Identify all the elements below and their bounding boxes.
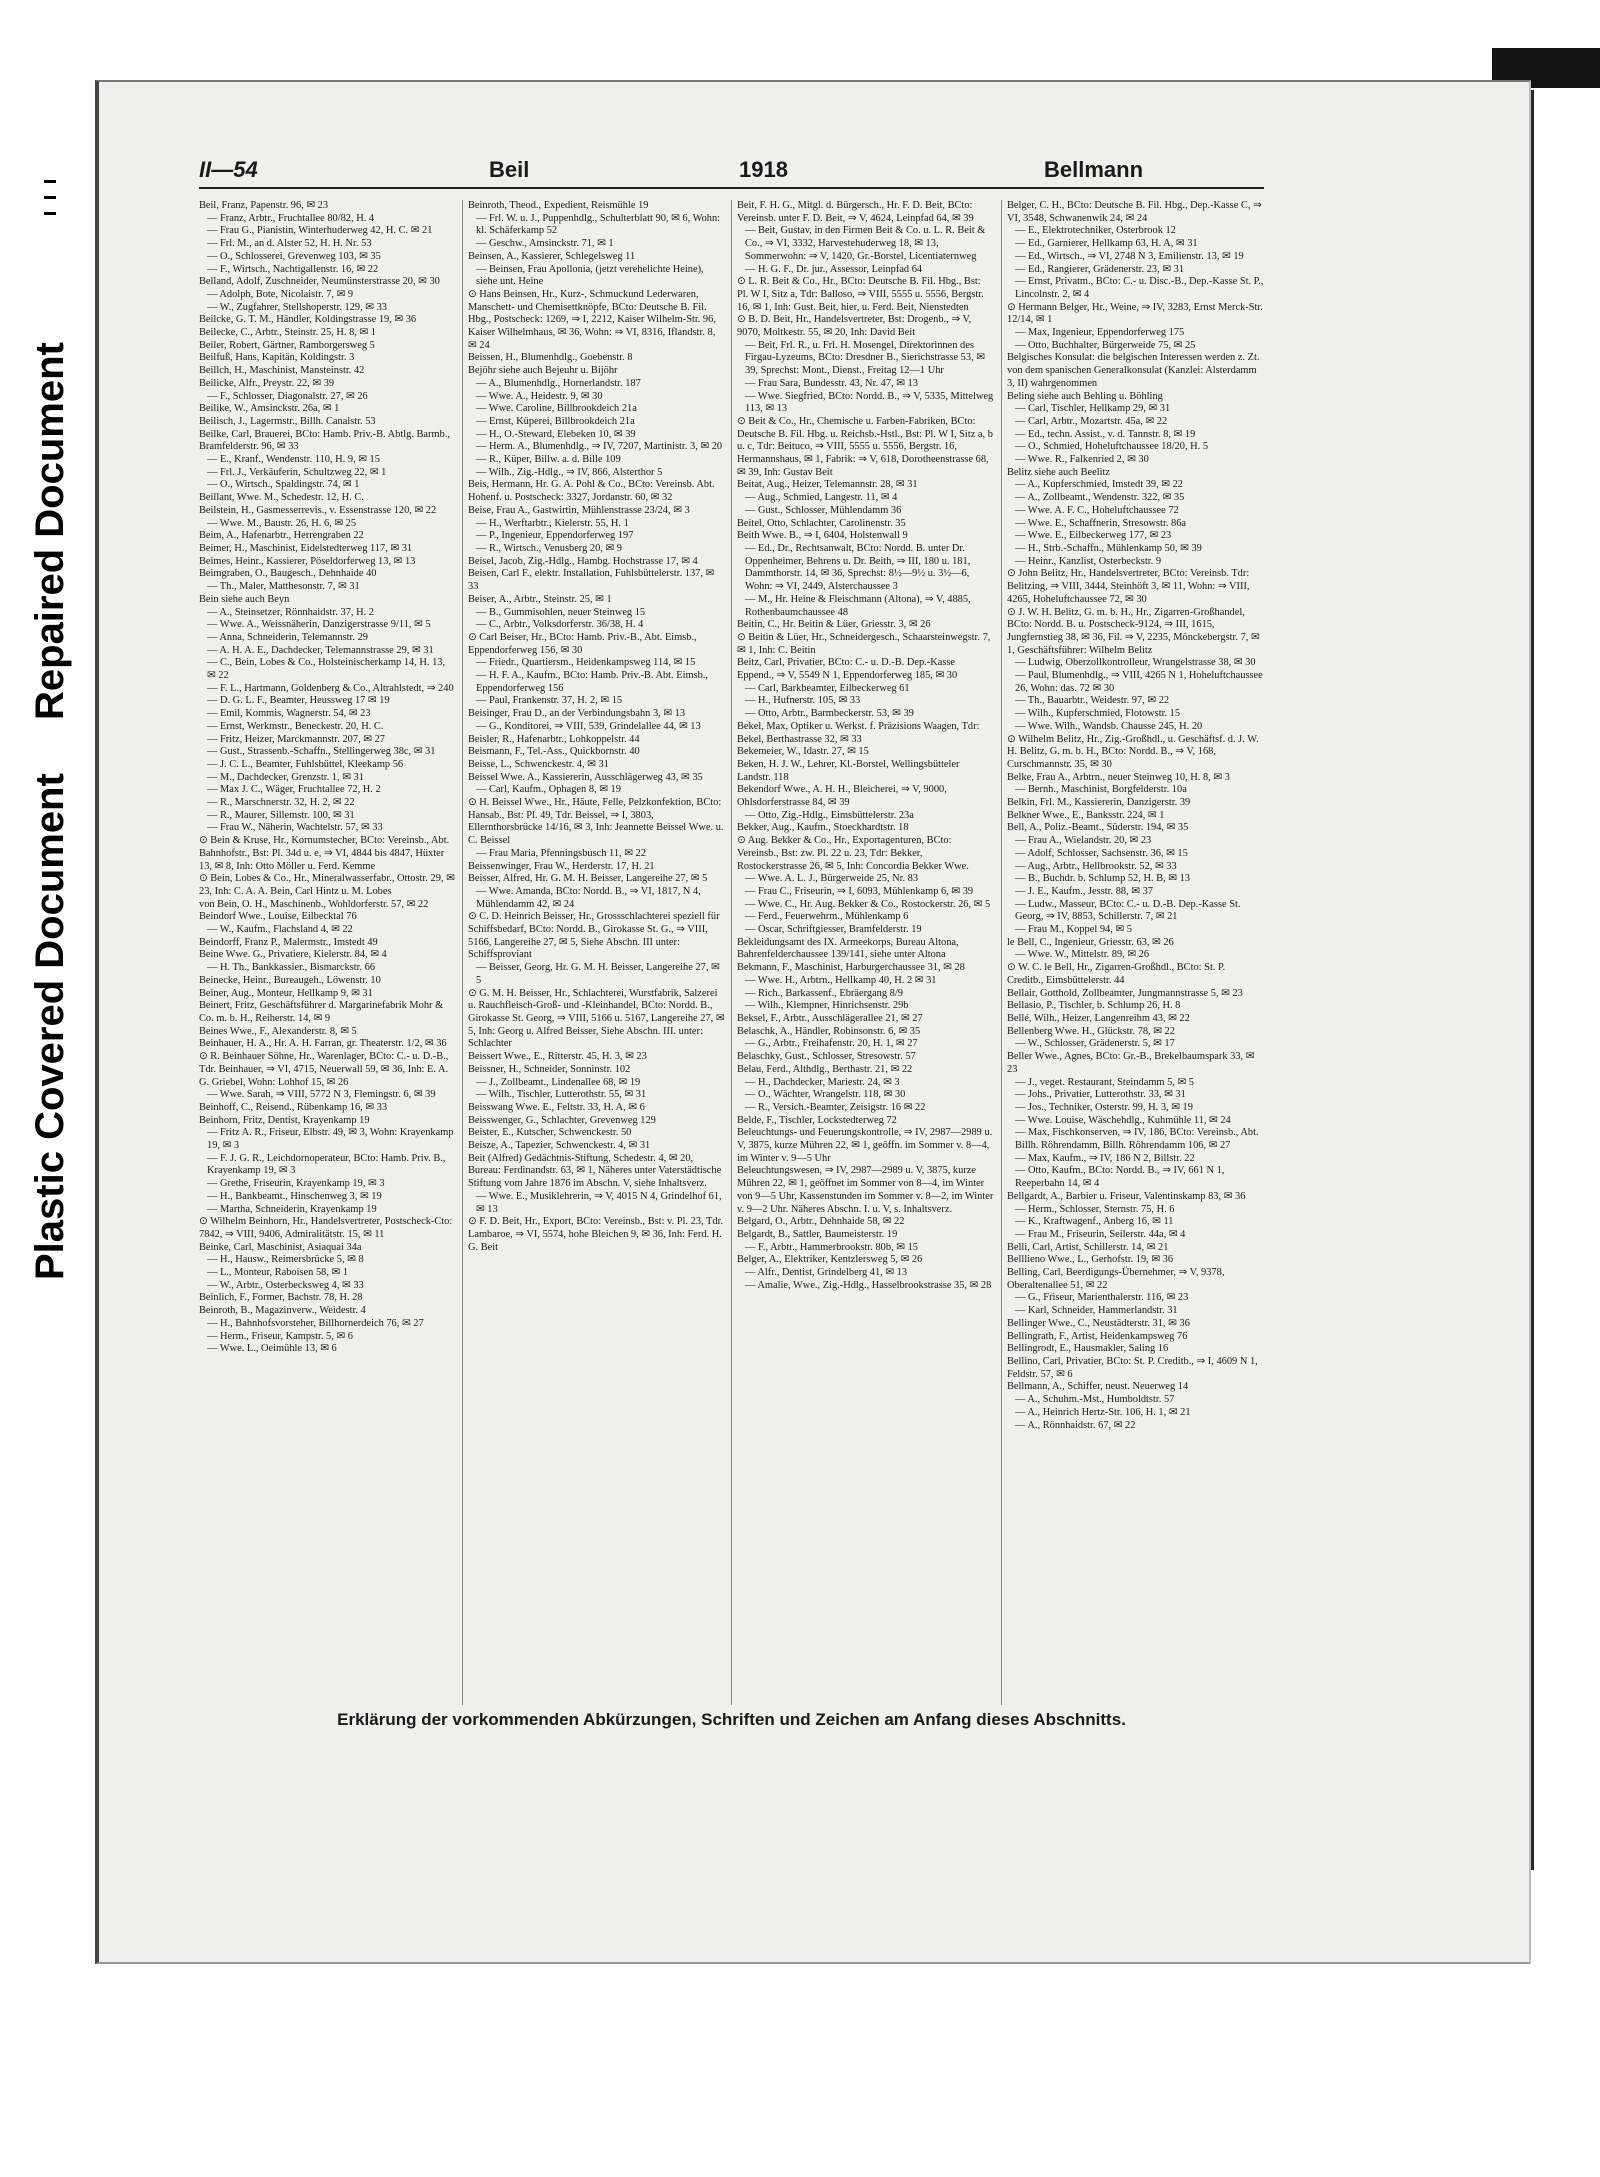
directory-entry: — Frau Sara, Bundesstr. 43, Nr. 47, ✉ 13 (745, 377, 918, 389)
column-rule (731, 200, 732, 1705)
directory-entry: — R., Maurer, Sillemstr. 100, ✉ 31 (207, 809, 355, 821)
directory-entry: Beim, A., Hafenarbtr., Herrengraben 22 (199, 530, 364, 542)
directory-entry: — Adolf, Schlosser, Sachsenstr. 36, ✉ 15 (1015, 847, 1188, 859)
directory-entry: — Herm., Schlosser, Sternstr. 75, H. 6 (1015, 1203, 1175, 1215)
directory-entry: — A., Steinsetzer, Rönnhaidstr. 37, H. 2 (207, 606, 374, 618)
directory-entry: — E., Elektrotechniker, Osterbrook 12 (1015, 225, 1176, 237)
directory-entry: — Grethe, Friseurin, Krayenkamp 19, ✉ 3 (207, 1178, 385, 1190)
directory-entry: ⊙ W. C. le Bell, Hr., Zigarren-Großhdl., BCto: St. P. Creditb., Eimsbüttelerstr. 44 (1007, 962, 1226, 986)
directory-entry: Beinhauer, H. A., Hr. A. H. Farran, gr. Theaterstr. 1/2, ✉ 36 (199, 1038, 447, 1050)
directory-entry: Beisinger, Frau D., an der Verbindungsbahn 3, ✉ 13 (468, 708, 686, 720)
directory-entry: Beisser, Alfred, Hr. G. M. H. Beisser, Langereihe 27, ✉ 5 (468, 873, 708, 885)
directory-entry: — H., Dachdecker, Mariestr. 24, ✉ 3 (745, 1076, 900, 1088)
directory-entry: Bellingrodt, E., Hausmakler, Saling 16 (1007, 1343, 1169, 1355)
directory-entry: — Herm. A., Blumenhdlg., ⇒ IV, 7207, Martinistr. 3, ✉ 20 (476, 441, 723, 453)
directory-entry: — B., Gummisohlen, neuer Steinweg 15 (476, 606, 646, 618)
directory-entry: Beleuchtungs- und Feuerungskontrolle, ⇒ IV, 2987—2989 u. V, 3875, kurze Mühren 22, ✉ 1, geöffn. im Sommer v. 8—4, im Winter v. 9—5 Uhr (737, 1127, 993, 1164)
directory-entry: — Th., Bauarbtr., Weidestr. 97, ✉ 22 (1015, 695, 1170, 707)
directory-entry: — J. E., Kaufm., Jesstr. 88, ✉ 37 (1015, 885, 1154, 897)
directory-entry: — Otto, Buchhalter, Bürgerweide 75, ✉ 25 (1015, 339, 1196, 351)
directory-entry: Beimer, H., Maschinist, Eidelstedterweg 117, ✉ 31 (199, 542, 413, 554)
directory-entry: — Otto, Kaufm., BCto: Nordd. B., ⇒ IV, 661 N 1, Reeperbahn 14, ✉ 4 (1015, 1165, 1225, 1190)
directory-entry: Belland, Adolf, Zuschneider, Neumünsterstrasse 20, ✉ 30 (199, 276, 440, 288)
directory-entry: — H., Hufnerstr. 105, ✉ 33 (745, 695, 861, 707)
directory-entry: Bellé, Wilh., Heizer, Langenreihm 43, ✉ 22 (1007, 1013, 1190, 1024)
directory-entry: Beissen, H., Blumenhdlg., Goebenstr. 8 (468, 352, 633, 364)
directory-entry: — Wwe. M., Baustr. 26, H. 6, ✉ 25 (207, 517, 357, 529)
directory-entry: — W., Schlosser, Grädenerstr. 5, ✉ 17 (1015, 1038, 1175, 1050)
directory-entry: Belgard, O., Arbtr., Dehnhaide 58, ✉ 22 (737, 1216, 905, 1228)
directory-entry: Beiner, Aug., Monteur, Hellkamp 9, ✉ 31 (199, 987, 373, 999)
header-name-end: Bellmann (1044, 157, 1144, 182)
directory-entry: — Th., Maler, Matthesonstr. 7, ✉ 31 (207, 581, 360, 593)
directory-entry: — Martha, Schneiderin, Krayenkamp 19 (207, 1203, 377, 1215)
directory-entry: — O., Schlosserei, Grevenweg 103, ✉ 35 (207, 250, 381, 262)
directory-entry: — Paul, Frankenstr. 37, H. 2, ✉ 15 (476, 695, 623, 707)
directory-entry: — Carl, Arbtr., Mozartstr. 45a, ✉ 22 (1015, 415, 1168, 427)
directory-entry: — A., Rönnhaidstr. 67, ✉ 22 (1015, 1419, 1136, 1431)
page-number: II—54 (199, 157, 258, 182)
directory-entry: Beillch, H., Maschinist, Mansteinstr. 42 (199, 365, 365, 377)
directory-entry: — Ernst, Werkmstr., Beneckestr. 20, H. C. (207, 720, 384, 732)
directory-entry: — A. H. A. E., Dachdecker, Telemannstrasse 29, ✉ 31 (207, 644, 434, 656)
directory-entry: — Frau Maria, Pfenningsbusch 11, ✉ 22 (476, 847, 646, 859)
directory-entry: — W., Kaufm., Flachsland 4, ✉ 22 (207, 924, 353, 936)
directory-entry: Belgisches Konsulat: die belgischen Interessen werden z. Zt. von dem spanischen Generalkonsulat (Kanzlei: Alsterdamm 3, II) wahrgenommen (1007, 352, 1260, 389)
directory-entry: Beken, H. J. W., Lehrer, Kl.-Borstel, Wellingsbütteler Landstr. 118 (737, 758, 960, 783)
directory-entry: Beilicke, Alfr., Preystr. 22, ✉ 39 (199, 377, 335, 389)
directory-entry: Belitz siehe auch Beelitz (1007, 466, 1110, 478)
directory-entry: Belger, A., Elektriker, Kentzlersweg 5, ✉ 26 (737, 1254, 923, 1266)
directory-entry: — Karl, Schneider, Hammerlandstr. 31 (1015, 1305, 1178, 1317)
directory-entry: Bellinger Wwe., C., Neustädterstr. 31, ✉ 36 (1007, 1317, 1190, 1329)
directory-entry: — Fritz A. R., Friseur, Elbstr. 49, ✉ 3, Wohn: Krayenkamp 19, ✉ 3 (207, 1127, 454, 1152)
directory-entry: — Frau C., Friseurin, ⇒ I, 6093, Mühlenkamp 6, ✉ 39 (745, 885, 974, 897)
directory-entry: Beine Wwe. G., Privatiere, Kielerstr. 84, ✉ 4 (199, 949, 387, 961)
directory-entry: — H., Strb.-Schaffn., Mühlenkamp 50, ✉ 39 (1015, 542, 1202, 554)
directory-entry: — H. G. F., Dr. jur., Assessor, Leinpfad 64 (745, 263, 923, 275)
directory-entry: — Johs., Privatier, Lutterothstr. 33, ✉ 31 (1015, 1089, 1186, 1101)
directory-entry: — L., Monteur, Raboisen 58, ✉ 1 (207, 1267, 349, 1279)
directory-entry: — C., Bein, Lobes & Co., Holsteinischerkamp 14, H. 13, ✉ 22 (207, 657, 446, 682)
directory-entry: Bellingrath, F., Artist, Heidenkampsweg 76 (1007, 1330, 1188, 1342)
directory-entry: Beleuchtungswesen, ⇒ IV, 2987—2989 u. V, 3875, kurze Mühren 22, ✉ 1, geöffnet im Sommer von 8—4, im Winter von 9—5 Uhr, Kassenstunden im Sommer v. 8—2, im Winter v. 9—2 Uhr. Näheres Abschn. I. u. V, s. Inhaltsverz. (737, 1165, 994, 1215)
directory-entry: — Wilh., Zig.-Hdlg., ⇒ IV, 866, Alsterthor 5 (476, 466, 663, 478)
directory-entry: — F., Wirtsch., Nachtigallenstr. 16, ✉ 22 (207, 263, 379, 275)
directory-entry: — C., Arbtr., Volksdorferstr. 36/38, H. 4 (476, 619, 644, 631)
directory-entry: Beinhoff, C., Reisend., Rübenkamp 16, ✉ 33 (199, 1101, 388, 1113)
directory-entry: ⊙ Bein, Lobes & Co., Hr., Mineralwasserfabr., Ottostr. 29, ✉ 23, Inh: C. A. A. Bein, Carl Hintz u. M. Lobes (199, 873, 455, 897)
directory-entry: — Wwe. W., Mittelstr. 89, ✉ 26 (1015, 949, 1150, 961)
directory-entry: — Oscar, Schriftgiesser, Bramfelderstr. 19 (745, 924, 922, 936)
directory-entry: Beissenwinger, Frau W., Herderstr. 17, H. 21 (468, 860, 655, 872)
directory-entry: Beinroth, B., Magazinverw., Weidestr. 4 (199, 1305, 366, 1317)
directory-entry: — Frau G., Pianistin, Winterhuderweg 42, H. C. ✉ 21 (207, 225, 433, 237)
directory-entry: ⊙ R. Beinhauer Söhne, Hr., Warenlager, BCto: C.- u. D.-B., Tdr. Beinhauer, ⇒ VI, 4715, Neuerwall 59, ✉ 36, Inh: E. A. G. Griebel, Wohn: Lohhof 15, ✉ 26 (199, 1051, 449, 1088)
directory-entry: — Wwe. Caroline, Billbrookdeich 21a (476, 403, 637, 415)
directory-entry: — Wwe. E., Musiklehrerin, ⇒ V, 4015 N 4, Grindelhof 61, ✉ 13 (476, 1190, 722, 1215)
directory-entry: ⊙ G. M. H. Beisser, Hr., Schlachterei, Wurstfabrik, Salzerei u. Rauchfleisch-Groß- und -Kleinhandel, BCto: Nordd. B., Girokasse St. Georg, ⇒ VIII, 5166 u. 5167, Langereihe 27, ✉ 5, Inh: Georg u. Alfred Beisser, Siehe Abschn. III. unter: Schlachter (468, 987, 725, 1050)
directory-entry: — Frau M., Koppel 94, ✉ 5 (1015, 924, 1132, 936)
directory-entry: — Wwe. E., Eilbeckerweg 177, ✉ 23 (1015, 530, 1172, 542)
directory-entry: Beise, Frau A., Gastwirtin, Mühlenstrasse 23/24, ✉ 3 (468, 504, 690, 516)
directory-entry: — Ed., Garnierer, Hellkamp 63, H. A, ✉ 31 (1015, 238, 1198, 250)
directory-entry: — Wwe. L., Oeimühle 13, ✉ 6 (207, 1343, 337, 1355)
directory-entry: — Aug., Schmied, Langestr. 11, ✉ 4 (745, 492, 898, 504)
directory-entry: — Wwe. Louise, Wäschehdlg., Kuhmühle 11, ✉ 24 (1015, 1114, 1231, 1126)
directory-entry: ⊙ Bein & Kruse, Hr., Kornumstecher, BCto: Vereinsb., Abt. Bahnhofstr., Bst: Pl. 34d u. e, ⇒ VI, 4844 bis 4847, Hüxter 13, ✉ 8, Inh: Otto Möller u. Ferd. Kemme (199, 835, 450, 872)
directory-entry: Bellenberg Wwe. H., Glückstr. 78, ✉ 22 (1007, 1025, 1175, 1037)
directory-entry: — Max, Ingenieur, Eppendorferweg 175 (1015, 327, 1185, 339)
column-3 (737, 200, 994, 1705)
directory-entry: — D. G. L. F., Beamter, Heussweg 17 ✉ 19 (207, 695, 390, 707)
directory-entry: Belllieno Wwe., L., Gerhofstr. 19, ✉ 36 (1007, 1254, 1174, 1266)
directory-entry: — B., Buchdr. b. Schlump 52, H. B, ✉ 13 (1015, 873, 1190, 885)
directory-entry: Beindorf Wwe., Louise, Eilbecktal 76 (199, 911, 357, 923)
directory-entry: — Aug., Arbtr., Hellbrookstr. 52, ✉ 33 (1015, 860, 1177, 872)
directory-entry: ⊙ C. D. Heinrich Beisser, Hr., Grossschlachterei speziell für Schiffsbedarf, BCto: Nordd. B., Girokasse St. G., ⇒ VIII, 5166, Langereihe 27, ✉ 5, Siehe Abschn. III unter: Schiffsproviant (468, 911, 720, 961)
directory-entry: — Wwe. Siegfried, BCto: Nordd. B., ⇒ V, 5335, Mittelweg 113, ✉ 13 (745, 390, 994, 415)
directory-entry: Beilike, W., Amsinckstr. 26a, ✉ 1 (199, 403, 340, 415)
directory-entry: — F., Schlosser, Diagonalstr. 27, ✉ 26 (207, 390, 368, 402)
directory-entry: — J., Zollbeamt., Lindenallee 68, ✉ 19 (476, 1076, 641, 1088)
directory-entry: Beister, E., Kutscher, Schwenckestr. 50 (468, 1127, 632, 1139)
directory-entry: — Frl. M., an d. Alster 52, H. H. Nr. 53 (207, 238, 372, 250)
directory-entry: Belkner Wwe., E., Banksstr. 224, ✉ 1 (1007, 809, 1165, 821)
directory-entry: Bekendorf Wwe., A. H. H., Bleicherei, ⇒ V, 9000, Ohlsdorferstrasse 84, ✉ 39 (737, 784, 947, 809)
directory-entry: Beit, F. H. G., Mitgl. d. Bürgersch., Hr. F. D. Beit, BCto: Vereinsb. unter F. D. Beit, ⇒ V, 4624, Leinpfad 64, ✉ 39 (737, 200, 974, 224)
directory-entry: — Wwe. E., Schaffnerin, Stresowstr. 86a (1015, 517, 1187, 529)
directory-entry: — J. C. L., Beamter, Fuhlsbüttel, Kleekamp 56 (207, 758, 404, 770)
directory-entry: Beissner, H., Schneider, Sonninstr. 102 (468, 1063, 631, 1075)
directory-entry: — F., Arbtr., Hammerbrookstr. 80b, ✉ 15 (745, 1241, 918, 1253)
directory-entry: Beis, Hermann, Hr. G. A. Pohl & Co., BCto: Vereinsb. Abt. Hohenf. u. Postscheck: 3327, Jordanstr. 60, ✉ 32 (468, 479, 715, 504)
directory-entry: — Wwe. Amanda, BCto: Nordd. B., ⇒ VI, 1817, N 4, Mühlendamm 42, ✉ 24 (476, 885, 701, 910)
directory-entry: — Wwe. C., Hr. Aug. Bekker & Co., Rostockerstr. 26, ✉ 5 (745, 898, 991, 910)
directory-entry: — Carl, Tischler, Hellkamp 29, ✉ 31 (1015, 403, 1171, 415)
directory-entry: ⊙ Beitin & Lüer, Hr., Schneidergesch., Schaarsteinwegstr. 7, ✉ 1, Inh: C. Beitin (737, 631, 991, 656)
directory-entry: — R., Wirtsch., Venusberg 20, ✉ 9 (476, 542, 622, 554)
directory-entry: — Carl, Barkbeamter, Eilbeckerweg 61 (745, 682, 910, 694)
column-4 (1007, 200, 1264, 1705)
directory-entry: Beilke, Carl, Brauerei, BCto: Hamb. Priv.-B. Abtlg. Barmb., Bramfelderstr. 96, ✉ 33 (199, 428, 450, 453)
directory-entry: — E., Kranf., Wendenstr. 110, H. 9, ✉ 15 (207, 454, 380, 466)
directory-entry: — Ed., techn. Assist., v. d. Tannstr. 8, ✉ 19 (1015, 428, 1196, 440)
directory-entry: — O., Wächter, Wrangelstr. 118, ✉ 30 (745, 1089, 906, 1101)
directory-entry: — Ludw., Masseur, BCto: C.- u. D.-B. Dep.-Kasse St. Georg, ⇒ IV, 8853, Schillerstr. 7, ✉ 21 (1015, 898, 1241, 923)
directory-entry: — Paul, Blumenhdlg., ⇒ VIII, 4265 N 1, Hoheluftchaussee 26, Wohn: das. 72 ✉ 30 (1015, 670, 1263, 694)
directory-entry: — Franz, Arbtr., Fruchtallee 80/82, H. 4 (207, 212, 375, 224)
directory-entry: — R., Versich.-Beamter, Zeisigstr. 16 ✉ 22 (745, 1101, 926, 1113)
directory-entry: — H., Hausw., Reimersbrücke 5, ✉ 8 (207, 1254, 364, 1266)
directory-entry: le Bell, C., Ingenieur, Griesstr. 63, ✉ 26 (1007, 936, 1174, 948)
directory-entry: — P., Ingenieur, Eppendorferweg 197 (476, 530, 634, 542)
directory-entry: — Fritz, Heizer, Marckmannstr. 207, ✉ 27 (207, 733, 385, 745)
directory-entry: — Ed., Wirtsch., ⇒ VI, 2748 N 3, Emilienstr. 13, ✉ 19 (1015, 250, 1244, 262)
directory-entry: — Frl. W. u. J., Puppenhdlg., Schulterblatt 90, ✉ 6, Wohn: kl. Schäferkamp 52 (476, 212, 721, 237)
directory-entry: — Max, Fischkonserven, ⇒ IV, 186, BCto: Vereinsb., Abt. Billh. Röhrendamm, Billh. Röhrendamm 106, ✉ 27 (1015, 1127, 1259, 1152)
directory-entry: Beiler, Robert, Gärtner, Ramborgersweg 5 (199, 339, 375, 351)
directory-entry: — Max, Kaufm., ⇒ IV, 186 N 2, Billstr. 22 (1015, 1152, 1195, 1164)
directory-entry: — Ernst, Küperei, Billbrookdeich 21a (476, 415, 635, 427)
directory-entry: — Adolph, Bote, Nicolaistr. 7, ✉ 9 (207, 288, 354, 300)
directory-entry: Beissert Wwe., E., Ritterstr. 45, H. 3, ✉ 23 (468, 1051, 647, 1063)
directory-entry: — G., Friseur, Marienthalerstr. 116, ✉ 23 (1015, 1292, 1189, 1304)
directory-entry: ⊙ Hermann Belger, Hr., Weine, ⇒ IV, 3283, Ernst Merck-Str. 12/14, ✉ 1 (1007, 301, 1263, 326)
directory-entry: Belde, F., Tischler, Lockstedterweg 72 (737, 1114, 897, 1126)
directory-entry: — A., Heinrich Hertz-Str. 106, H. 1, ✉ 21 (1015, 1406, 1191, 1418)
directory-entry: — Wilh., Tischler, Lutterothstr. 55, ✉ 31 (476, 1089, 647, 1101)
dash-mark (44, 196, 56, 199)
directory-entry: — A., Kupferschmied, Imstedt 39, ✉ 22 (1015, 479, 1184, 491)
header-year: 1918 (739, 157, 788, 182)
directory-entry: Beksel, F., Arbtr., Ausschlägerallee 21, ✉ 27 (737, 1013, 923, 1024)
directory-entry: — F. J. G. R., Leichdornoperateur, BCto: Hamb. Priv. B., Krayenkamp 19, ✉ 3 (207, 1152, 446, 1177)
directory-entry: — J., veget. Restaurant, Steindamm 5, ✉ 5 (1015, 1076, 1194, 1088)
directory-entry: Bellgardt, A., Barbier u. Friseur, Valentinskamp 83, ✉ 36 (1007, 1190, 1246, 1202)
directory-entry: — M., Dachdecker, Grenzstr. 1, ✉ 31 (207, 771, 364, 783)
directory-entry: — Frau M., Friseurin, Seilerstr. 44a, ✉ 4 (1015, 1228, 1186, 1240)
directory-entry: Beimgraben, O., Baugesch., Dehnhaide 40 (199, 568, 377, 580)
directory-entry: — Wwe. A., Heidestr. 9, ✉ 30 (476, 390, 603, 402)
directory-entry: — Otto, Arbtr., Barmbeckerstr. 53, ✉ 39 (745, 708, 914, 720)
footer-note: Erklärung der vorkommenden Abkürzungen, Schriften und Zeichen am Anfang dieses Abschnitts. (337, 1710, 1126, 1729)
directory-entry: — A., Blumenhdlg., Hornerlandstr. 187 (476, 377, 641, 389)
directory-entry: Bekel, Max, Optiker u. Werkst. f. Präzisions Waagen, Tdr: Bekel, Berthastrasse 32, ✉ 33 (737, 720, 980, 745)
directory-entry: Beitel, Otto, Schlachter, Carolinenstr. 35 (737, 517, 906, 529)
directory-entry: — Ed., Rangierer, Grädenerstr. 23, ✉ 31 (1015, 263, 1185, 275)
directory-entry: Bein siehe auch Beyn (199, 593, 290, 605)
directory-entry: — Gust., Strassenb.-Schaffn., Stellingerweg 38c, ✉ 31 (207, 746, 436, 758)
directory-entry: Belli, Carl, Artist, Schillerstr. 14, ✉ 21 (1007, 1241, 1169, 1253)
directory-entry: Bellair, Gotthold, Zollbeamter, Jungmannstrasse 5, ✉ 23 (1007, 987, 1243, 999)
directory-entry: — H., Bahnhofsvorsteher, Billhornerdeich 76, ✉ 27 (207, 1317, 424, 1329)
directory-entry: Beitz, Carl, Privatier, BCto: C.- u. D.-B. Dep.-Kasse Eppend., ⇒ V, 5549 N 1, Eppendorferweg 185, ✉ 30 (737, 657, 958, 682)
directory-entry: — Beinsen, Frau Apollonia, (jetzt verehelichte Heine), siehe unt. Heine (476, 263, 704, 288)
directory-entry: von Bein, O. H., Maschinenb., Wohldorferstr. 57, ✉ 22 (199, 898, 429, 910)
directory-entry: Bellino, Carl, Privatier, BCto: St. P. Creditb., ⇒ I, 4609 N 1, Feldstr. 57, ✉ 6 (1007, 1355, 1258, 1380)
directory-entry: Beinke, Carl, Maschinist, Asiaquai 34a (199, 1241, 362, 1253)
directory-entry: Beller Wwe., Agnes, BCto: Gr.-B., Brekelbaumspark 33, ✉ 23 (1007, 1051, 1255, 1075)
column-rule (462, 200, 463, 1705)
directory-entry: — Geschw., Amsinckstr. 71, ✉ 1 (476, 238, 614, 250)
directory-entry: ⊙ John Belitz, Hr., Handelsvertreter, BCto: Vereinsb. Tdr: Belitzing, ⇒ VIII, 3444, Steinhöft 3, ✉ 11, Wohn: ⇒ VIII, 4265, Hoheluftchaussee 72, ✉ 30 (1007, 568, 1250, 605)
directory-entry: Beinroth, Theod., Expedient, Reismühle 19 (468, 200, 649, 211)
directory-entry: — K., Kraftwagenf., Anberg 16, ✉ 11 (1015, 1216, 1174, 1228)
directory-entry: Belaschky, Gust., Schlosser, Stresowstr. 57 (737, 1051, 916, 1063)
directory-entry: — Frl. J., Verkäuferin, Schultzweg 22, ✉ 1 (207, 466, 387, 478)
directory-entry: Beilcke, G. T. M., Händler, Koldingstrasse 19, ✉ 36 (199, 314, 417, 326)
directory-entry: ⊙ F. D. Beit, Hr., Export, BCto: Vereinsb., Bst: v. Pl. 23, Tdr. Lambaroe, ⇒ VI, 5574, hohe Bleichen 9, ✉ 36, Inh: Ferd. H. G. Beit (468, 1216, 724, 1253)
directory-entry: — Wwe. Sarah, ⇒ VIII, 5772 N 3, Flemingstr. 6, ✉ 39 (207, 1089, 436, 1101)
directory-entry: Beinhorn, Fritz, Dentist, Krayenkamp 19 (199, 1114, 370, 1126)
directory-entry: Beilfuß, Hans, Kapitän, Koldingstr. 3 (199, 352, 355, 364)
directory-entry: — Max J. C., Wäger, Fruchtallee 72, H. 2 (207, 784, 381, 796)
directory-entry: ⊙ H. Beissel Wwe., Hr., Häute, Felle, Pelzkonfektion, BCto: Hansab., Bst: Pl. 49, Tdr. Beissel, ⇒ I, 3803, Ellernthorsbrücke 14/16, ✉ 3, Inh: Jeannette Beissel Wwe. u. C. Beissel (468, 797, 724, 847)
directory-entry: — Frau W., Näherin, Wachtelstr. 57, ✉ 33 (207, 822, 383, 834)
directory-entry: Beiser, A., Arbtr., Steinstr. 25, ✉ 1 (468, 593, 612, 605)
directory-entry: — Wilh., Kupferschmied, Flotowstr. 15 (1015, 708, 1181, 720)
directory-entry: Beilstein, H., Gasmesserrevis., v. Essenstrasse 120, ✉ 22 (199, 504, 437, 516)
directory-entry: Beith Wwe. B., ⇒ I, 6404, Holstenwall 9 (737, 530, 908, 542)
directory-entry: ⊙ J. W. H. Belitz, G. m. b. H., Hr., Zigarren-Großhandel, BCto: Nordd. B. u. Postscheck-9124, ⇒ III, 1615, Jungfernstieg 38, ✉ 36, Fil. ⇒ V, 2235, Mönckebergstr. 7, ✉ 1, Geschäftsführer: Wilhelm Belitz (1007, 606, 1260, 656)
directory-entry: Beitat, Aug., Heizer, Telemannstr. 28, ✉ 31 (737, 479, 918, 491)
directory-entry: ⊙ Beit & Co., Hr., Chemische u. Farben-Fabriken, BCto: Deutsche B. Fil. Hbg. u. Reichsb.-Hstl., Bst: Pl. W I, Sitz a, b u. c, Tdr: Beituco, ⇒ VIII, 5555 u. 5556, Bergstr. 16, Hermannshaus, ✉ 1, Fabrik: ⇒ V, 618, Dorotheenstrasse 68, ✉ 39, Inh: Gustav Beit (737, 415, 993, 478)
directory-entry: — G., Arbtr., Freihafenstr. 20, H. 1, ✉ 27 (745, 1038, 918, 1050)
directory-page (95, 80, 1531, 1964)
directory-entry: — H. F. A., Kaufm., BCto: Hamb. Priv.-B. Abt. Eimsb., Eppendorferweg 156 (476, 670, 709, 694)
column-rule (1001, 200, 1002, 1705)
directory-entry: Beisswenger, G., Schlachter, Grevenweg 129 (468, 1114, 656, 1126)
directory-entry: — G., Konditorei, ⇒ VIII, 539, Grindelallee 44, ✉ 13 (476, 720, 701, 732)
directory-entry: Bekemeier, W., Idastr. 27, ✉ 15 (737, 746, 869, 758)
directory-entry: — Beit, Gustav, in den Firmen Beit & Co. u. L. R. Beit & Co., ⇒ VI, 3332, Harvestehuderweg 18, ✉ 13, Sommerwohn: ⇒ V, 1420, Gr.-Borstel, Licentiaternweg (745, 225, 986, 262)
directory-entry: ⊙ Wilhelm Belitz, Hr., Zig.-Großhdl., u. Geschäftsf. d. J. W. H. Belitz, G. m. b. H., BCto: Nordd. B., ⇒ V, 168, Curschmannstr. 35, ✉ 30 (1007, 733, 1259, 770)
directory-entry: — Anna, Schneiderin, Telemannstr. 29 (207, 631, 368, 643)
page-header (199, 157, 1264, 189)
directory-entry: — Frau A., Wielandstr. 20, ✉ 23 (1015, 835, 1152, 847)
directory-entry: ⊙ Aug. Bekker & Co., Hr., Exportagenturen, BCto: Vereinsb., Bst: zw. Pl. 22 u. 23, Tdr: Bekker, Rostockerstrasse 26, ✉ 5, Inh: Concordia Bekker Wwe. (737, 835, 969, 872)
column-1 (199, 200, 456, 1705)
directory-entry: ⊙ B. D. Beit, Hr., Handelsvertreter, Bst: Drogenb., ⇒ V, 9070, Moltkestr. 55, ✉ 20, Inh: David Beit (737, 314, 972, 339)
directory-entry: — Ferd., Feuerwehrm., Mühlenkamp 6 (745, 911, 909, 923)
directory-entry: Belkin, Frl. M., Kassiererin, Danzigerstr. 39 (1007, 797, 1191, 809)
dash-mark (44, 180, 56, 183)
directory-entry: — Wwe. A. L. J., Bürgerweide 25, Nr. 83 (745, 873, 919, 885)
directory-entry: Bellmann, A., Schiffer, neust. Neuerweg 14 (1007, 1381, 1189, 1393)
directory-entry: — Gust., Schlosser, Mühlendamm 36 (745, 504, 902, 516)
directory-entry: Beisen, Carl F., elektr. Installation, Fuhlsbüttelerstr. 137, ✉ 33 (468, 568, 715, 593)
directory-entry: — Wwe. A. F. C., Hoheluftchaussee 72 (1015, 504, 1179, 516)
directory-entry: — A., Schuhm.-Mst., Humboldtstr. 57 (1015, 1394, 1175, 1406)
column-2 (468, 200, 725, 1705)
directory-entry: Beinert, Fritz, Geschäftsführer d. Margarinefabrik Mohr & Co. m. b. H., Reiherstr. 14, ✉ 9 (199, 1000, 444, 1024)
directory-entry: Beisel, Jacob, Zig.-Hdlg., Hambg. Hochstrasse 17, ✉ 4 (468, 555, 698, 567)
directory-entry: Belgardt, B., Sattler, Baumeisterstr. 19 (737, 1228, 898, 1240)
directory-entry: — O., Wirtsch., Spaldingstr. 74, ✉ 1 (207, 479, 360, 491)
directory-entry: ⊙ Hans Beinsen, Hr., Kurz-, Schmuckund Lederwaren, Manschett- und Chemisettknöpfe, BCto: Deutsche B. Fil. Hbg., Postscheck: 1269, ⇒ I, 2212, Kaiser Wilhelm-Str. 96, Kaiser Wilhelmhaus, ✉ 36, Wohn: ⇒ VI, 8316, Iflandstr. 8, ✉ 24 (468, 288, 716, 351)
directory-entry: — F. L., Hartmann, Goldenberg & Co., Altrahlstedt, ⇒ 240 (207, 682, 454, 694)
side-label-strip (0, 0, 90, 2177)
directory-entry: — H., O.-Steward, Elebeken 10, ✉ 39 (476, 428, 636, 440)
directory-entry: Beit (Alfred) Gedächtnis-Stiftung, Schedestr. 4, ✉ 20, Bureau: Ferdinandstr. 63, ✉ 1, Näheres unter Vaterstädtische Stiftung vom Jahre 1876 im Abschn. V, siehe Inhaltsverz. (468, 1152, 722, 1190)
directory-entry: Bekleidungsamt des IX. Armeekorps, Bureau Altona, Bahrenfelderchaussee 139/141, siehe unter Altona (737, 936, 959, 961)
directory-entry: — R., Küper, Billw. a. d. Bille 109 (476, 454, 621, 466)
directory-entry: Belling, Carl, Beerdigungs-Übernehmer, ⇒ V, 9378, Oberaltenallee 51, ✉ 22 (1007, 1267, 1225, 1291)
directory-entry: — Carl, Kaufm., Ophagen 8, ✉ 19 (476, 784, 621, 796)
directory-entry: Bejöhr siehe auch Bejeuhr u. Bijöhr (468, 365, 618, 377)
directory-entry: — A., Zollbeamt., Wendenstr. 322, ✉ 35 (1015, 492, 1185, 504)
directory-entry: — Beit, Frl. R., u. Frl. H. Mosengel, Direktorinnen des Firgau-Lyzeums, BCto: Dresdner B., Sierichstrasse 53, ✉ 39, Sprechst: Mont., Dienst., Freitag 12—1 Uhr (745, 339, 985, 377)
directory-entry: — Ernst, Privatm., BCto: C.- u. Disc.-B., Dep.-Kasse St. P., Lincolnstr. 2, ✉ 4 (1015, 276, 1264, 300)
directory-entry: Beisler, R., Hafenarbtr., Lohkoppelstr. 44 (468, 733, 640, 745)
directory-entry: — H. Th., Bankkassier., Bismarckstr. 66 (207, 962, 376, 974)
directory-entry: Beisze, A., Tapezier, Schwenckestr. 4, ✉ 31 (468, 1140, 651, 1152)
repaired-document-label: Repaired Document (28, 342, 72, 720)
directory-entry: Beil, Franz, Papenstr. 96, ✉ 23 (199, 200, 329, 211)
directory-entry: Beling siehe auch Behling u. Böhling (1007, 390, 1163, 402)
directory-entry: Belger, C. H., BCto: Deutsche B. Fil. Hbg., Dep.-Kasse C, ⇒ VI, 3548, Schwanenwik 24, ✉ 24 (1007, 200, 1262, 224)
directory-entry: Beinsen, A., Kassierer, Schlegelsweg 11 (468, 250, 636, 262)
directory-entry: ⊙ Wilhelm Beinhorn, Hr., Handelsvertreter, Postscheck-Cto: 7842, ⇒ VIII, 9406, Admiralitätstr. 15, ✉ 11 (199, 1216, 453, 1240)
directory-entry: — Emil, Kommis, Wagnerstr. 54, ✉ 23 (207, 708, 371, 720)
directory-entry: — Alfr., Dentist, Grindelberg 41, ✉ 13 (745, 1267, 908, 1279)
directory-entry: Beisswang Wwe. E., Feltstr. 33, H. A, ✉ 6 (468, 1101, 645, 1113)
directory-entry: — Bernh., Maschinist, Borgfelderstr. 10a (1015, 784, 1187, 796)
directory-entry: Beinlich, F., Former, Bachstr. 78, H. 28 (199, 1292, 363, 1304)
dash-mark (44, 212, 56, 215)
directory-entry: — Wwe. A., Weissnäherin, Danzigerstrasse 9/11, ✉ 5 (207, 619, 431, 631)
directory-entry: Beitin, C., Hr. Beitin & Lüer, Griesstr. 3, ✉ 26 (737, 619, 931, 631)
directory-entry: — O., Schmied, Hoheluftchaussee 18/20, H. 5 (1015, 441, 1209, 453)
directory-entry: ⊙ Carl Beiser, Hr., BCto: Hamb. Priv.-B., Abt. Eimsb., Eppendorferweg 156, ✉ 30 (468, 631, 697, 656)
directory-entry: Belau, Ferd., Althdlg., Berthastr. 21, ✉ 22 (737, 1063, 913, 1075)
directory-entry: Bekker, Aug., Kaufm., Stoeckhardtstr. 18 (737, 822, 909, 834)
directory-entry: Beilecke, C., Arbtr., Steinstr. 25, H. 8, ✉ 1 (199, 327, 376, 339)
directory-entry: — Wwe. H., Arbtrn., Hellkamp 40, H. 2 ✉ 31 (745, 974, 937, 986)
directory-entry: Beines Wwe., F., Alexanderstr. 8, ✉ 5 (199, 1025, 357, 1037)
directory-entry: Beisse, L., Schwenckestr. 4, ✉ 31 (468, 758, 609, 770)
directory-entry: — Friedr., Quartiersm., Heidenkampsweg 114, ✉ 15 (476, 657, 696, 669)
directory-entry: — Beisser, Georg, Hr. G. M. H. Beisser, Langereihe 27, ✉ 5 (476, 962, 720, 986)
directory-entry: — Wilh., Klempner, Hinrichsenstr. 29b (745, 1000, 909, 1012)
directory-entry: — Herm., Friseur, Kampstr. 5, ✉ 6 (207, 1330, 353, 1342)
directory-entry: — Wwe. Wilh., Wandsb. Chausse 245, H. 20 (1015, 720, 1203, 732)
directory-entry: Belaschk, A., Händler, Robinsonstr. 6, ✉ 35 (737, 1025, 921, 1037)
directory-entry: ⊙ L. R. Beit & Co., Hr., BCto: Deutsche B. Fil. Hbg., Bst: Pl. W I, Sitz a, Tdr: Balloso, ⇒ VIII, 5555 u. 5556, Bergstr. 16, ✉ 1, Inh: Gust. Beit, hier, u. Ferd. Beit, Nienstedten (737, 276, 984, 313)
directory-entry: Beinecke, Heinr., Bureaugeh., Löwenstr. 10 (199, 974, 381, 986)
directory-entry: Beillant, Wwe. M., Schedestr. 12, H. C. (199, 492, 364, 504)
directory-entry: Beismann, F., Tel.-Ass., Quickbornstr. 40 (468, 746, 640, 758)
plastic-covered-document-label: Plastic Covered Document (28, 773, 72, 1280)
directory-entry: Bekmann, F., Maschinist, Harburgerchaussee 31, ✉ 28 (737, 962, 965, 974)
directory-entry: — Ed., Dr., Rechtsanwalt, BCto: Nordd. B. unter Dr. Oppenheimer, Behrens u. Dr. Beith, ⇒ III, 180 u. 181, Dammthorstr. 14, ✉ 36, Sprechst: 8½—9½ u. 3½—6, Wohn: ⇒ VI, 2449, Alsterchaussee 3 (745, 542, 971, 593)
directory-entry: — Heinr., Kanzlist, Osterbeckstr. 9 (1015, 555, 1162, 567)
directory-entry: Bell, A., Poliz.-Beamt., Süderstr. 194, ✉ 35 (1007, 822, 1189, 834)
directory-entry: Beilisch, J., Lagermstr., Billh. Canalstr. 53 (199, 415, 376, 427)
directory-entry: — H., Werftarbtr., Kielerstr. 55, H. 1 (476, 517, 629, 529)
directory-entry: — W., Arbtr., Osterbecksweg 4, ✉ 33 (207, 1279, 364, 1291)
directory-entry: — Otto, Zig.-Hdlg., Eimsbüttelerstr. 23a (745, 809, 914, 821)
directory-entry: Beissel Wwe. A., Kassiererin, Ausschlägerweg 43, ✉ 35 (468, 771, 703, 783)
directory-entry: Belke, Frau A., Arbtrn., neuer Steinweg 10, H. 8, ✉ 3 (1007, 771, 1230, 783)
directory-entry: — M., Hr. Heine & Fleischmann (Altona), ⇒ V, 4885, Rothenbaumchaussee 48 (745, 593, 971, 618)
header-name-start: Beil (489, 157, 530, 182)
directory-entry: — Ludwig, Oberzollkontrolleur, Wrangelstrasse 38, ✉ 30 (1015, 657, 1256, 669)
directory-entry: — W., Zugfahrer, Stellshoperstr. 129, ✉ 33 (207, 301, 388, 313)
directory-entry: — Wwe. R., Falkenried 2, ✉ 30 (1015, 454, 1149, 466)
directory-entry: — H., Bankbeamt., Hinschenweg 3, ✉ 19 (207, 1190, 382, 1202)
directory-entry: — Jos., Techniker, Osterstr. 99, H. 3, ✉ 19 (1015, 1101, 1193, 1113)
entry-columns (199, 200, 1264, 1705)
directory-entry: Beindorff, Franz P., Malermstr., Imstedt 49 (199, 936, 378, 948)
directory-entry: Bellasio, P., Tischler, b. Schlump 26, H. 8 (1007, 1000, 1181, 1012)
directory-entry: — R., Marschnerstr. 32, H. 2, ✉ 22 (207, 797, 355, 809)
directory-entry: — Amalie, Wwe., Zig.-Hdlg., Hasselbrookstrasse 35, ✉ 28 (745, 1279, 992, 1291)
directory-entry: — Rich., Barkassenf., Ebräergang 8/9 (745, 987, 903, 999)
directory-entry: Beimes, Heinr., Kassierer, Pöseldorferweg 13, ✉ 13 (199, 555, 416, 567)
